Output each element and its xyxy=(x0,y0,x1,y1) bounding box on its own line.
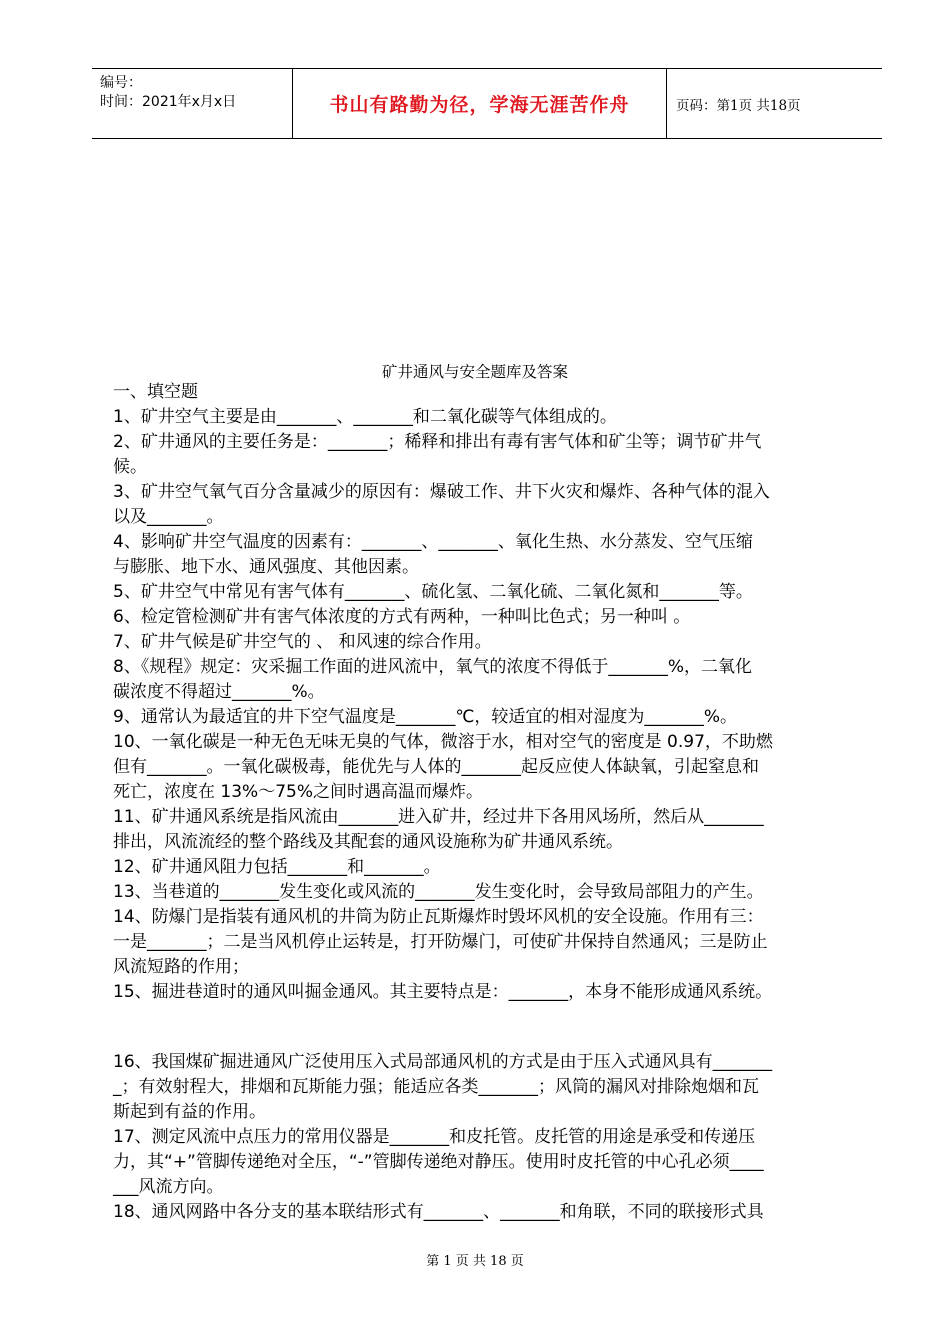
text-line: 风流短路的作用； xyxy=(113,957,249,977)
page-footer: 第 1 页 共 18 页 xyxy=(426,1254,524,1269)
text-line: 7、矿井气候是矿井空气的 、 和风速的综合作用。 xyxy=(113,632,492,652)
text-line: 斯起到有益的作用。 xyxy=(113,1102,266,1122)
number-label: 编号： xyxy=(100,75,142,91)
text-line: 15、掘进巷道时的通风叫掘金通风。其主要特点是：_______，本身不能形成通风系统。 xyxy=(113,982,773,1002)
text-line: 一、填空题 xyxy=(113,382,198,402)
header-motto: 书山有路勤为径，学海无涯苦作舟 xyxy=(293,69,667,138)
text-line: 8、《规程》规定：灾采掘工作面的进风流中，氧气的浓度不得低于_______%，二氧化 xyxy=(113,657,752,677)
text-line: 12、矿井通风阻力包括_______和_______。 xyxy=(113,857,441,877)
text-line: 18、通风网路中各分支的基本联结形式有_______、_______和角联，不同的联接形式具 xyxy=(113,1202,764,1222)
page-header xyxy=(92,68,882,139)
text-line: 与膨胀、地下水、通风强度、其他因素。 xyxy=(113,557,419,577)
text-line: 1、矿井空气主要是由_______、_______和二氧化碳等气体组成的。 xyxy=(113,407,617,427)
text-line: 死亡，浓度在 13%～75%之间时遇高温而爆炸。 xyxy=(113,782,483,802)
text-line: _；有效射程大，排烟和瓦斯能力强；能适应各类_______；风筒的漏风对排除炮烟和瓦 xyxy=(113,1077,759,1097)
text-line: 一是_______；二是当风机停止运转是，打开防爆门，可使矿井保持自然通风；三是防止 xyxy=(113,932,768,952)
text-line: ___风流方向。 xyxy=(113,1177,224,1197)
text-line: 14、防爆门是指装有通风机的井筒为防止瓦斯爆炸时毁坏风机的安全设施。作用有三： xyxy=(113,907,764,927)
text-line: 碳浓度不得超过_______%。 xyxy=(113,682,325,702)
text-line: 9、通常认为最适宜的井下空气温度是_______℃，较适宜的相对湿度为_______%。 xyxy=(113,707,738,727)
text-line: 以及_______。 xyxy=(113,507,224,527)
header-meta xyxy=(92,69,293,138)
text-line: 11、矿井通风系统是指风流由_______进入矿井，经过井下各用风场所，然后从_______ xyxy=(113,807,764,827)
time-label: 时间：2021年x月x日 xyxy=(100,94,237,110)
text-line: 4、影响矿井空气温度的因素有：_______、_______、氧化生热、水分蒸发、空气压缩 xyxy=(113,532,753,552)
document-title: 矿井通风与安全题库及答案 xyxy=(381,363,568,381)
text-line: 6、检定管检测矿井有害气体浓度的方式有两种，一种叫比色式；另一种叫 。 xyxy=(113,607,691,627)
text-line: 候。 xyxy=(113,457,147,477)
text-line: 3、矿井空气氧气百分含量减少的原因有：爆破工作、井下火灾和爆炸、各种气体的混入 xyxy=(113,482,770,502)
text-line: 2、矿井通风的主要任务是：_______；稀释和排出有毒有害气体和矿尘等；调节矿井气 xyxy=(113,432,762,452)
text-line: 16、我国煤矿掘进通风广泛使用压入式局部通风机的方式是由于压入式通风具有_______ xyxy=(113,1052,773,1072)
header-page-info: 页码：第1页 共18页 xyxy=(676,97,801,114)
text-line: 13、当巷道的_______发生变化或风流的_______发生变化时，会导致局部阻力的产生。 xyxy=(113,882,764,902)
text-line: 17、测定风流中点压力的常用仪器是_______和皮托管。皮托管的用途是承受和传递压 xyxy=(113,1127,756,1147)
text-line: 排出，风流流经的整个路线及其配套的通风设施称为矿井通风系统。 xyxy=(113,832,623,852)
text-line: 但有_______。一氧化碳极毒，能优先与人体的_______起反应使人体缺氧，引起窒息和 xyxy=(113,757,759,777)
text-line: 10、一氧化碳是一种无色无味无臭的气体，微溶于水，相对空气的密度是 0.97，不助燃 xyxy=(113,732,773,752)
text-line: 5、矿井空气中常见有害气体有_______、硫化氢、二氧化硫、二氧化氮和_______等。 xyxy=(113,582,753,602)
text-line: 力，其“+”管脚传递绝对全压，“-”管脚传递绝对静压。使用时皮托管的中心孔必须____ xyxy=(113,1152,764,1172)
